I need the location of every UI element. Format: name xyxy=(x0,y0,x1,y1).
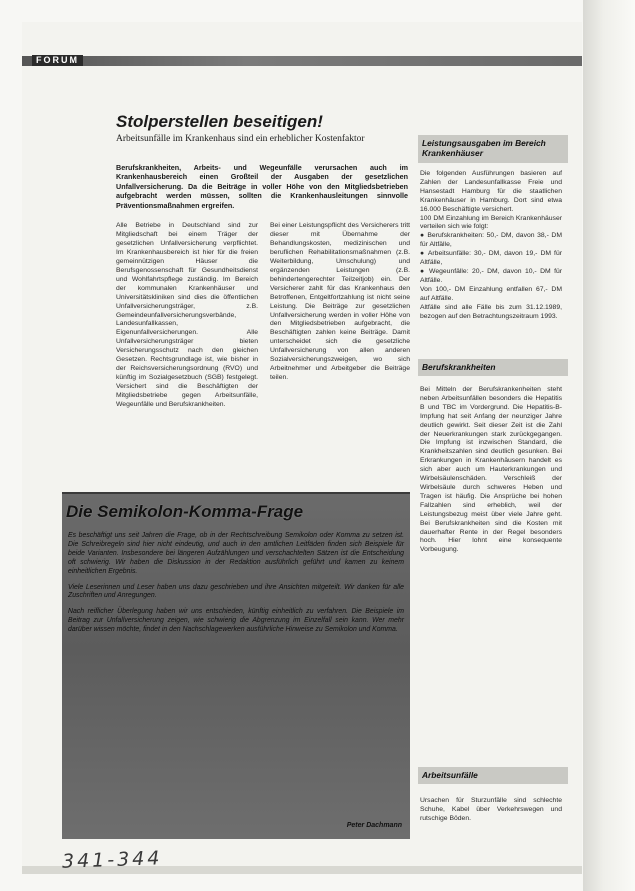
sidebar-header-berufskrankheiten: Berufskrankheiten xyxy=(418,359,568,376)
sidebar-bullet: ● Berufskrankheiten: 50,- DM, davon 38,- DM für Altfälle, xyxy=(420,232,562,249)
binding-edge xyxy=(583,0,635,891)
sidebar-text-leistungsausgaben xyxy=(420,170,562,321)
box-title: Die Semikolon-Komma-Frage xyxy=(66,502,304,521)
box-paragraph: Es beschäftigt uns seit Jahren die Frage, ob in der Rechtschreibung Semikolon oder Komma zu setzen ist. Die Schreibregeln sind hier nicht eindeutig, und auch in den amtlichen Leitfäden finden sich Beispiele für beide Varianten. Insbesondere bei längeren Aufzählungen und verschachtelten Sätzen ist die Entscheidung oft schwierig. Wir haben die Diskussion in der Redaktion ausführlich geführt und kamen zu keinem einheitlichen Ergebnis. xyxy=(68,532,404,575)
box-author: Peter Dachmann xyxy=(346,822,402,829)
semikolon-box xyxy=(62,492,410,839)
sidebar-paragraph: 100 DM Einzahlung im Bereich Krankenhäuser verteilen sich wie folgt: xyxy=(420,214,562,231)
article-intro: Berufskrankheiten, Arbeits- und Wegeunfälle verursachen auch im Krankenhausbereich einen Großteil der Ausgaben der gesetzlichen Unfallversicherung. Da die Beiträge in voller Höhe von den Mitgliedsbetrieben aufgebracht werden müssen, sollten die Krankenhausleitungen sinnvolle Präventionsmaßnahmen ergreifen. xyxy=(116,163,408,210)
sidebar-bullet: ● Arbeitsunfälle: 30,- DM, davon 19,- DM für Altfälle, xyxy=(420,250,562,267)
sidebar-text-berufskrankheiten: Bei Mitteln der Berufskrankenheiten steht neben Arbeitsunfällen besonders die Hepatitis B und TBC im Vordergrund. Die Hepatitis-B-Impfung hat seit Anfang der neunziger Jahre deutlich gewirkt. Seit dieser Zeit ist die Zahl der Neuerkrankungen stark zurückgegangen. Die Impfung ist inzwischen Standard, die Krankheitszahlen sind deutlich gesunken. Bei Erkrankungen in Krankenhäusern handelt es sich aber auch um Hauterkrankungen und Wirbelsäulenschäden. Verschleiß der Wirbelsäule durch schweres Heben und Tragen ist häufig. Die Ansprüche bei hohen Fallzahlen sind erheblich, weil der Leistungsbezug meist über viele Jahre geht. Bei Berufskrankheiten sind die Kosten mit dauerhafter Rente in der Regel besonders hoch. Hier lohnt eine konsequente Vorbeugung. xyxy=(420,386,562,554)
article-column-2: Bei einer Leistungspflicht des Versicherers tritt dieser mit Übernahme der Behandlungskosten, medizinischen und beruflichen Rehabilitationsmaßnahmen (z.B. Weiterbildung, Umschulung) und ergänzenden Leistungen (z.B. behindertengerechter Teilzeitjob) ein. Der Versicherer zahlt für das Krankenhaus den Betroffenen, Entgeltfortzahlung ist nicht seine Leistung. Die Beiträge zur gesetzlichen Unfallversicherung werden in voller Höhe von den Mitgliedsbetrieben aufgebracht, die Beschäftigten zahlen keine Beiträge. Damit unterscheidet sich die gesetzliche Unfallversicherung von allen anderen Sozialversicherungszweigen, wo sich Arbeitnehmer und Arbeitgeber die Beiträge teilen. xyxy=(270,222,410,382)
article-title: Stolperstellen beseitigen! xyxy=(116,112,323,131)
box-paragraph: Nach reiflicher Überlegung haben wir uns entschieden, künftig einheitlich zu verfahren. Die Beispiele im Beitrag zur Unfallversicherung zeigen, wie schwierig die Abgrenzung im Einzelfall sein kann. Wer mehr darüber wissen möchte, findet in den Nachschlagewerken ausführliche Hinweise zu Semikolon und Komma. xyxy=(68,608,404,634)
sidebar-header-arbeitsunfaelle: Arbeitsunfälle xyxy=(418,767,568,784)
sidebar-paragraph: Altfälle sind alle Fälle bis zum 31.12.1989, bezogen auf den Betrachtungszeitraum 1993. xyxy=(420,303,562,320)
box-text xyxy=(68,532,404,642)
handwritten-page-note: 341-344 xyxy=(61,847,163,873)
sidebar-text-arbeitsunfaelle: Ursachen für Sturzunfälle sind schlechte Schuhe, Kabel über Verkehrswegen und rutschige Böden. xyxy=(420,797,562,822)
sidebar-bullet: ● Wegeunfälle: 20,- DM, davon 10,- DM für Altfälle. xyxy=(420,267,562,284)
article-column-1: Alle Betriebe in Deutschland sind zur Mitgliedschaft bei einem Träger der gesetzlichen Unfallversicherung verpflichtet. Im Krankenhausbereich ist hier für die freien gemeinnützigen Häuser die Berufsgenossenschaft für Gesundheitsdienst und Wohlfahrtspflege zuständig. Im Bereich der kommunalen Krankenhäuser und Universitätskliniken sind dies die öffentlichen Unfallversicherungsträger, z.B. Gemeindeunfallversicherungsverbände, Landesunfallkassen, Eigenunfallversicherungen. Alle Unfallversicherungsträger bieten Versicherungsschutz nach den gleichen Gesetzen. Rechtsgrundlage ist, wie bisher in der Reichsversicherungsordnung (RVO) und künftig im Sozialgesetzbuch (SGB) festgelegt. Versichert sind die Beschäftigten der Mitgliedsbetriebe gegen Arbeitsunfälle, Wegeunfälle und Berufskrankheiten. xyxy=(116,222,258,409)
sidebar-paragraph: Die folgenden Ausführungen basieren auf Zahlen der Landesunfallkasse Freie und Hansestadt Hamburg für die staatlichen Krankenhäuser in Hamburg. Dort sind etwa 16.000 Beschäftigte versichert. xyxy=(420,170,562,213)
box-paragraph: Viele Leserinnen und Leser haben uns dazu geschrieben und ihre Ansichten mitgeteilt. Wir danken für alle Zuschriften und Anregungen. xyxy=(68,583,404,600)
sidebar-paragraph: Von 100,- DM Einzahlung entfallen 67,- DM auf Altfälle. xyxy=(420,285,562,302)
article-subtitle: Arbeitsunfälle im Krankenhaus sind ein erheblicher Kostenfaktor xyxy=(116,134,365,144)
section-label: FORUM xyxy=(32,55,83,66)
sidebar-header-leistungsausgaben: Leistungsausgaben im Bereich Krankenhäuser xyxy=(418,135,568,163)
header-bar xyxy=(22,56,582,66)
